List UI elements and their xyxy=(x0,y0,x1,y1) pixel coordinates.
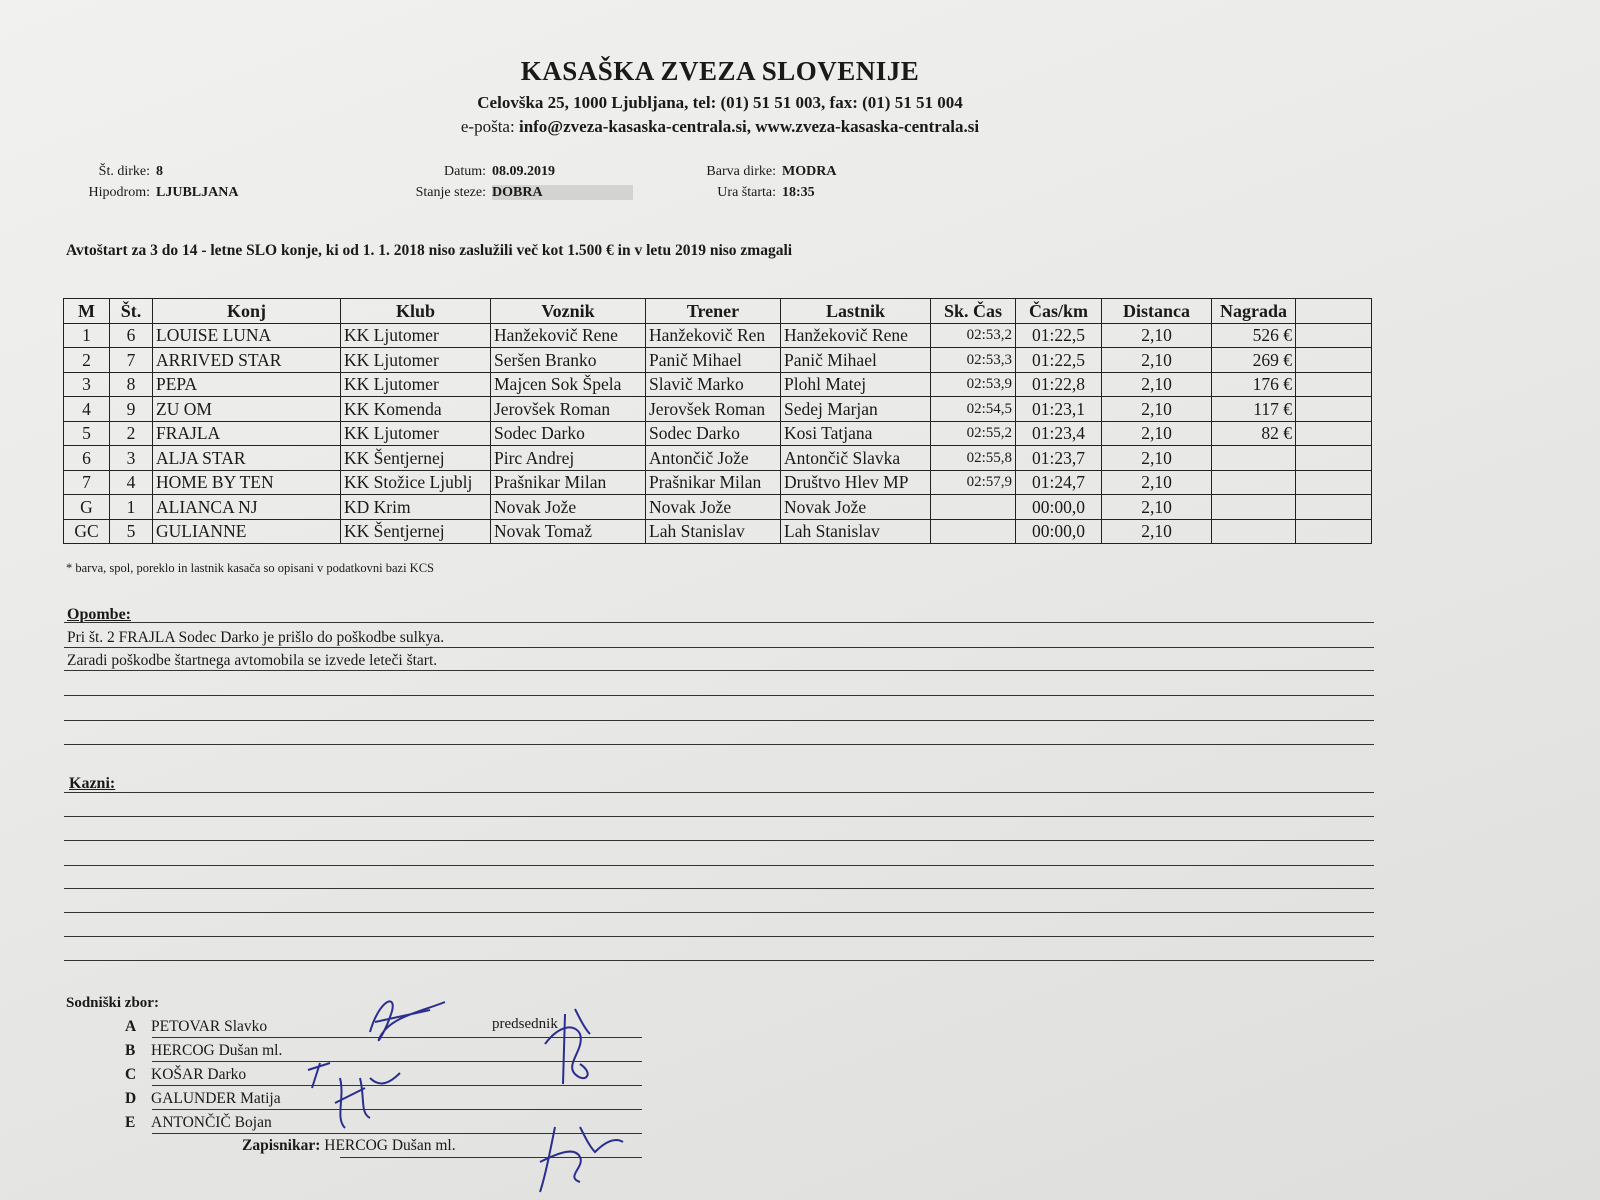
cell-m: 6 xyxy=(64,446,110,471)
color-label: Barva dirke: xyxy=(706,164,776,179)
cell-konj: ALIANCA NJ xyxy=(153,495,341,520)
cell-empty xyxy=(1296,421,1372,446)
cell-distanca: 2,10 xyxy=(1102,323,1212,348)
cell-cas-km: 01:22,8 xyxy=(1016,372,1102,397)
opombe-line xyxy=(64,720,1374,721)
opombe-line xyxy=(64,695,1374,696)
cell-m: 4 xyxy=(64,397,110,422)
cell-st: 3 xyxy=(110,446,153,471)
jury-letter: B xyxy=(125,1042,136,1059)
recorder-label: Zapisnikar: xyxy=(242,1137,321,1154)
org-address: Celovška 25, 1000 Ljubljana, tel: (01) 51 51 003, fax: (01) 51 51 004 xyxy=(477,93,963,112)
cell-m: G xyxy=(64,495,110,520)
track-label: Hipodrom: xyxy=(88,185,150,200)
date-value: 08.09.2019 xyxy=(492,164,555,179)
cell-voznik: Hanžekovič Rene xyxy=(491,323,646,348)
cell-konj: ALJA STAR xyxy=(153,446,341,471)
org-title: KASAŠKA ZVEZA SLOVENIJE xyxy=(520,56,920,86)
jury-letter: D xyxy=(125,1090,137,1107)
cell-nagrada: 269 € xyxy=(1212,348,1296,373)
start-label: Ura štarta: xyxy=(717,185,776,200)
footnote: * barva, spol, poreklo in lastnik kasača so opisani v podatkovni bazi KCS xyxy=(66,561,434,575)
header-voznik: Voznik xyxy=(491,299,646,324)
cell-cas-km: 01:23,1 xyxy=(1016,397,1102,422)
jury-letter: A xyxy=(125,1018,137,1035)
opombe-line xyxy=(64,744,1374,745)
cell-trener: Slavič Marko xyxy=(646,372,781,397)
color-value: MODRA xyxy=(782,164,837,179)
cell-konj: HOME BY TEN xyxy=(153,470,341,495)
cell-voznik: Jerovšek Roman xyxy=(491,397,646,422)
cell-st: 9 xyxy=(110,397,153,422)
cell-lastnik: Kosi Tatjana xyxy=(781,421,931,446)
predsednik-label: predsednik xyxy=(492,1016,558,1032)
table-header-row xyxy=(64,299,1372,324)
cell-nagrada xyxy=(1212,470,1296,495)
org-contact xyxy=(0,117,1440,137)
cell-voznik: Seršen Branko xyxy=(491,348,646,373)
cell-voznik: Sodec Darko xyxy=(491,421,646,446)
cell-klub: KK Ljutomer xyxy=(341,421,491,446)
cell-voznik: Novak Tomaž xyxy=(491,519,646,544)
jury-name: GALUNDER Matija xyxy=(151,1090,281,1107)
opombe-line xyxy=(64,647,1374,648)
track-value: LJUBLJANA xyxy=(156,185,239,200)
cell-nagrada xyxy=(1212,495,1296,520)
cell-klub: KK Šentjernej xyxy=(341,446,491,471)
contact-value: info@zveza-kasaska-centrala.si, www.zveza-kasaska-centrala.si xyxy=(518,117,980,136)
cell-lastnik: Hanžekovič Rene xyxy=(781,323,931,348)
cell-m: 7 xyxy=(64,470,110,495)
cell-konj: ZU OM xyxy=(153,397,341,422)
cell-klub: KK Stožice Ljublj xyxy=(341,470,491,495)
signature-c-icon xyxy=(300,1058,420,1138)
cell-cas-km: 01:23,7 xyxy=(1016,446,1102,471)
header-sk-cas: Sk. Čas xyxy=(931,299,1016,324)
kazni-line xyxy=(64,840,1374,841)
surface-label: Stanje steze: xyxy=(415,185,486,200)
cell-sk-cas: 02:53,2 xyxy=(931,323,1016,348)
jury-member xyxy=(125,1066,246,1084)
cell-distanca: 2,10 xyxy=(1102,519,1212,544)
cell-distanca: 2,10 xyxy=(1102,446,1212,471)
cell-konj: LOUISE LUNA xyxy=(153,323,341,348)
cell-m: 3 xyxy=(64,372,110,397)
date-label: Datum: xyxy=(444,164,486,179)
cell-distanca: 2,10 xyxy=(1102,470,1212,495)
cell-st: 6 xyxy=(110,323,153,348)
header-empty xyxy=(1296,299,1372,324)
jury-title: Sodniški zbor: xyxy=(66,995,159,1011)
surface-value: DOBRA xyxy=(492,185,633,200)
cell-lastnik: Društvo Hlev MP xyxy=(781,470,931,495)
jury-member xyxy=(125,1114,272,1132)
cell-voznik: Prašnikar Milan xyxy=(491,470,646,495)
cell-m: 2 xyxy=(64,348,110,373)
header-cas-km: Čas/km xyxy=(1016,299,1102,324)
cell-voznik: Majcen Sok Špela xyxy=(491,372,646,397)
cell-trener: Novak Jože xyxy=(646,495,781,520)
jury-letter: C xyxy=(125,1066,137,1083)
table-row xyxy=(64,348,1372,373)
cell-st: 4 xyxy=(110,470,153,495)
cell-empty xyxy=(1296,372,1372,397)
cell-lastnik: Antončič Slavka xyxy=(781,446,931,471)
cell-trener: Hanžekovič Ren xyxy=(646,323,781,348)
kazni-line xyxy=(64,865,1374,866)
cell-trener: Sodec Darko xyxy=(646,421,781,446)
table-row xyxy=(64,495,1372,520)
cell-st: 7 xyxy=(110,348,153,373)
kazni-title: Kazni: xyxy=(69,775,116,792)
header-lastnik: Lastnik xyxy=(781,299,931,324)
cell-klub: KK Ljutomer xyxy=(341,348,491,373)
table-row xyxy=(64,470,1372,495)
jury-name: ANTONČIČ Bojan xyxy=(151,1114,272,1131)
cell-voznik: Novak Jože xyxy=(491,495,646,520)
header-st: Št. xyxy=(110,299,153,324)
cell-voznik: Pirc Andrej xyxy=(491,446,646,471)
recorder xyxy=(242,1137,456,1155)
jury-name: PETOVAR Slavko xyxy=(151,1018,268,1035)
cell-trener: Antončič Jože xyxy=(646,446,781,471)
cell-empty xyxy=(1296,446,1372,471)
cell-distanca: 2,10 xyxy=(1102,397,1212,422)
kazni-line xyxy=(64,792,1374,793)
cell-cas-km: 01:24,7 xyxy=(1016,470,1102,495)
cell-distanca: 2,10 xyxy=(1102,372,1212,397)
opombe-line-1: Pri št. 2 FRAJLA Sodec Darko je prišlo do poškodbe sulkya. xyxy=(67,629,445,646)
cell-nagrada: 176 € xyxy=(1212,372,1296,397)
kazni-line xyxy=(64,936,1374,937)
cell-distanca: 2,10 xyxy=(1102,495,1212,520)
cell-st: 5 xyxy=(110,519,153,544)
cell-lastnik: Sedej Marjan xyxy=(781,397,931,422)
jury-letter: E xyxy=(125,1114,136,1131)
cell-nagrada: 526 € xyxy=(1212,323,1296,348)
cell-cas-km: 01:22,5 xyxy=(1016,323,1102,348)
results-table xyxy=(63,298,1372,544)
cell-empty xyxy=(1296,470,1372,495)
jury-member xyxy=(125,1090,281,1108)
cell-konj: ARRIVED STAR xyxy=(153,348,341,373)
start-value: 18:35 xyxy=(782,185,815,200)
signature-a-icon xyxy=(360,992,450,1052)
cell-nagrada xyxy=(1212,519,1296,544)
cell-cas-km: 01:23,4 xyxy=(1016,421,1102,446)
table-row xyxy=(64,446,1372,471)
table-row xyxy=(64,372,1372,397)
cell-lastnik: Panič Mihael xyxy=(781,348,931,373)
kazni-line xyxy=(64,960,1374,961)
cell-empty xyxy=(1296,495,1372,520)
signature-president-icon xyxy=(535,1004,605,1089)
cell-distanca: 2,10 xyxy=(1102,348,1212,373)
cell-nagrada: 82 € xyxy=(1212,421,1296,446)
contact-label: e-pošta: xyxy=(460,117,515,136)
cell-trener: Panič Mihael xyxy=(646,348,781,373)
cell-distanca: 2,10 xyxy=(1102,421,1212,446)
meta-left xyxy=(60,164,238,206)
cell-sk-cas: 02:55,8 xyxy=(931,446,1016,471)
jury-member xyxy=(125,1042,282,1060)
cell-konj: PEPA xyxy=(153,372,341,397)
opombe-title: Opombe: xyxy=(67,606,131,623)
cell-lastnik: Novak Jože xyxy=(781,495,931,520)
cell-sk-cas: 02:55,2 xyxy=(931,421,1016,446)
table-row xyxy=(64,397,1372,422)
header-trener: Trener xyxy=(646,299,781,324)
cell-st: 2 xyxy=(110,421,153,446)
cell-empty xyxy=(1296,519,1372,544)
opombe-line xyxy=(64,622,1374,623)
jury-member xyxy=(125,1018,267,1036)
cell-cas-km: 00:00,0 xyxy=(1016,519,1102,544)
cell-lastnik: Lah Stanislav xyxy=(781,519,931,544)
cell-klub: KD Krim xyxy=(341,495,491,520)
kazni-line xyxy=(64,912,1374,913)
cell-m: 1 xyxy=(64,323,110,348)
document-header xyxy=(0,56,1440,137)
kazni-line xyxy=(64,816,1374,817)
cell-st: 1 xyxy=(110,495,153,520)
cell-trener: Lah Stanislav xyxy=(646,519,781,544)
cell-cas-km: 00:00,0 xyxy=(1016,495,1102,520)
cell-m: GC xyxy=(64,519,110,544)
cell-st: 8 xyxy=(110,372,153,397)
header-konj: Konj xyxy=(153,299,341,324)
cell-m: 5 xyxy=(64,421,110,446)
cell-nagrada xyxy=(1212,446,1296,471)
cell-trener: Jerovšek Roman xyxy=(646,397,781,422)
cell-sk-cas: 02:53,3 xyxy=(931,348,1016,373)
header-m: M xyxy=(64,299,110,324)
cell-klub: KK Ljutomer xyxy=(341,323,491,348)
cell-nagrada: 117 € xyxy=(1212,397,1296,422)
cell-klub: KK Šentjernej xyxy=(341,519,491,544)
header-klub: Klub xyxy=(341,299,491,324)
cell-klub: KK Komenda xyxy=(341,397,491,422)
cell-lastnik: Plohl Matej xyxy=(781,372,931,397)
cell-klub: KK Ljutomer xyxy=(341,372,491,397)
kazni-line xyxy=(64,888,1374,889)
cell-cas-km: 01:22,5 xyxy=(1016,348,1102,373)
cell-sk-cas: 02:54,5 xyxy=(931,397,1016,422)
race-description: Avtoštart za 3 do 14 - letne SLO konje, ki od 1. 1. 2018 niso zaslužili več kot 1.500 € in v letu 2019 niso zmagali xyxy=(66,242,793,259)
cell-konj: GULIANNE xyxy=(153,519,341,544)
cell-sk-cas: 02:53,9 xyxy=(931,372,1016,397)
cell-sk-cas xyxy=(931,495,1016,520)
recorder-name: HERCOG Dušan ml. xyxy=(324,1137,456,1154)
jury-name: KOŠAR Darko xyxy=(151,1066,247,1083)
table-row xyxy=(64,421,1372,446)
meta-middle xyxy=(380,164,633,206)
jury-name: HERCOG Dušan ml. xyxy=(151,1042,283,1059)
cell-konj: FRAJLA xyxy=(153,421,341,446)
cell-empty xyxy=(1296,323,1372,348)
header-distanca: Distanca xyxy=(1102,299,1212,324)
meta-right xyxy=(660,164,836,206)
opombe-line-2: Zaradi poškodbe štartnega avtomobila se izvede leteči štart. xyxy=(67,652,438,669)
cell-empty xyxy=(1296,348,1372,373)
header-nagrada: Nagrada xyxy=(1212,299,1296,324)
opombe-line xyxy=(64,670,1374,671)
race-no-value: 8 xyxy=(156,164,163,179)
signature-recorder-icon xyxy=(535,1122,625,1200)
table-row xyxy=(64,323,1372,348)
cell-empty xyxy=(1296,397,1372,422)
race-no-label: Št. dirke: xyxy=(98,164,150,179)
cell-sk-cas xyxy=(931,519,1016,544)
table-row xyxy=(64,519,1372,544)
cell-sk-cas: 02:57,9 xyxy=(931,470,1016,495)
cell-trener: Prašnikar Milan xyxy=(646,470,781,495)
